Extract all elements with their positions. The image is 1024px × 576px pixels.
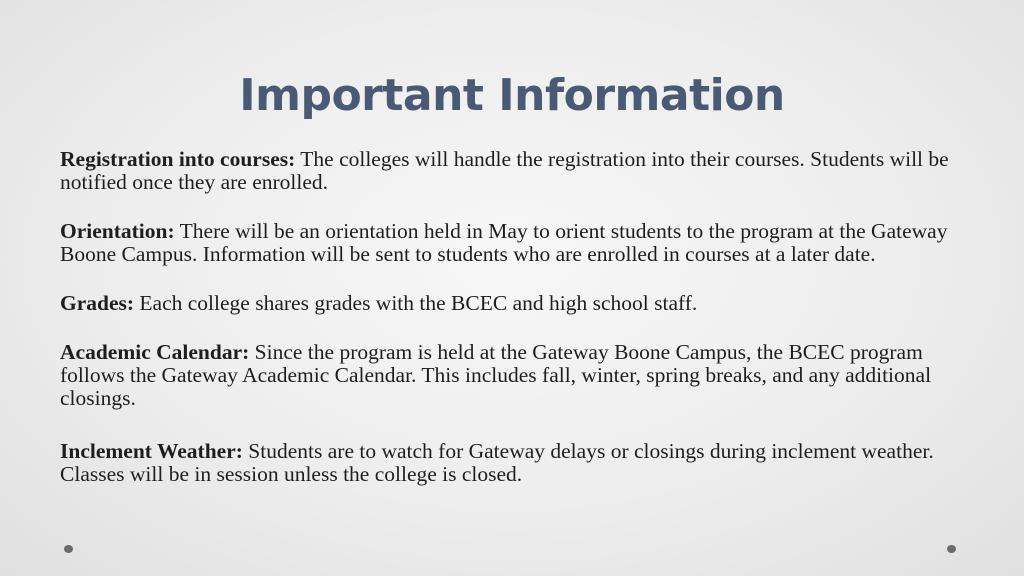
orientation-text: There will be an orientation held in May to orient students to the program at the Gateway Boone Campus. Information will be sent to students who are enrolled in courses at a later date. — [60, 219, 948, 266]
inclement-weather-label: Inclement Weather: — [60, 439, 243, 463]
inclement-weather-text: Students are to watch for Gateway delays or closings during inclement weather. Classes will be in session unless the college is closed. — [60, 439, 934, 486]
registration-text: The colleges will handle the registration into their courses. Students will be notified once they are enrolled. — [60, 147, 949, 194]
orientation-label: Orientation: — [60, 219, 175, 243]
registration-paragraph — [60, 148, 975, 194]
decorative-dot-left — [64, 545, 73, 553]
academic-calendar-text: Since the program is held at the Gateway Boone Campus, the BCEC program follows the Gateway Academic Calendar. This includes fall, winter, spring breaks, and any additional closings. — [60, 340, 932, 410]
grades-paragraph — [60, 292, 975, 315]
inclement-weather-paragraph — [60, 440, 975, 486]
orientation-paragraph — [60, 220, 975, 266]
academic-calendar-label: Academic Calendar: — [60, 340, 250, 364]
registration-label: Registration into courses: — [60, 147, 296, 171]
slide-content — [60, 148, 975, 486]
slide-title: Important Information — [239, 70, 785, 121]
decorative-dot-right — [947, 545, 956, 553]
grades-text: Each college shares grades with the BCEC and high school staff. — [134, 291, 698, 315]
grades-label: Grades: — [60, 291, 135, 315]
academic-calendar-paragraph — [60, 341, 975, 410]
